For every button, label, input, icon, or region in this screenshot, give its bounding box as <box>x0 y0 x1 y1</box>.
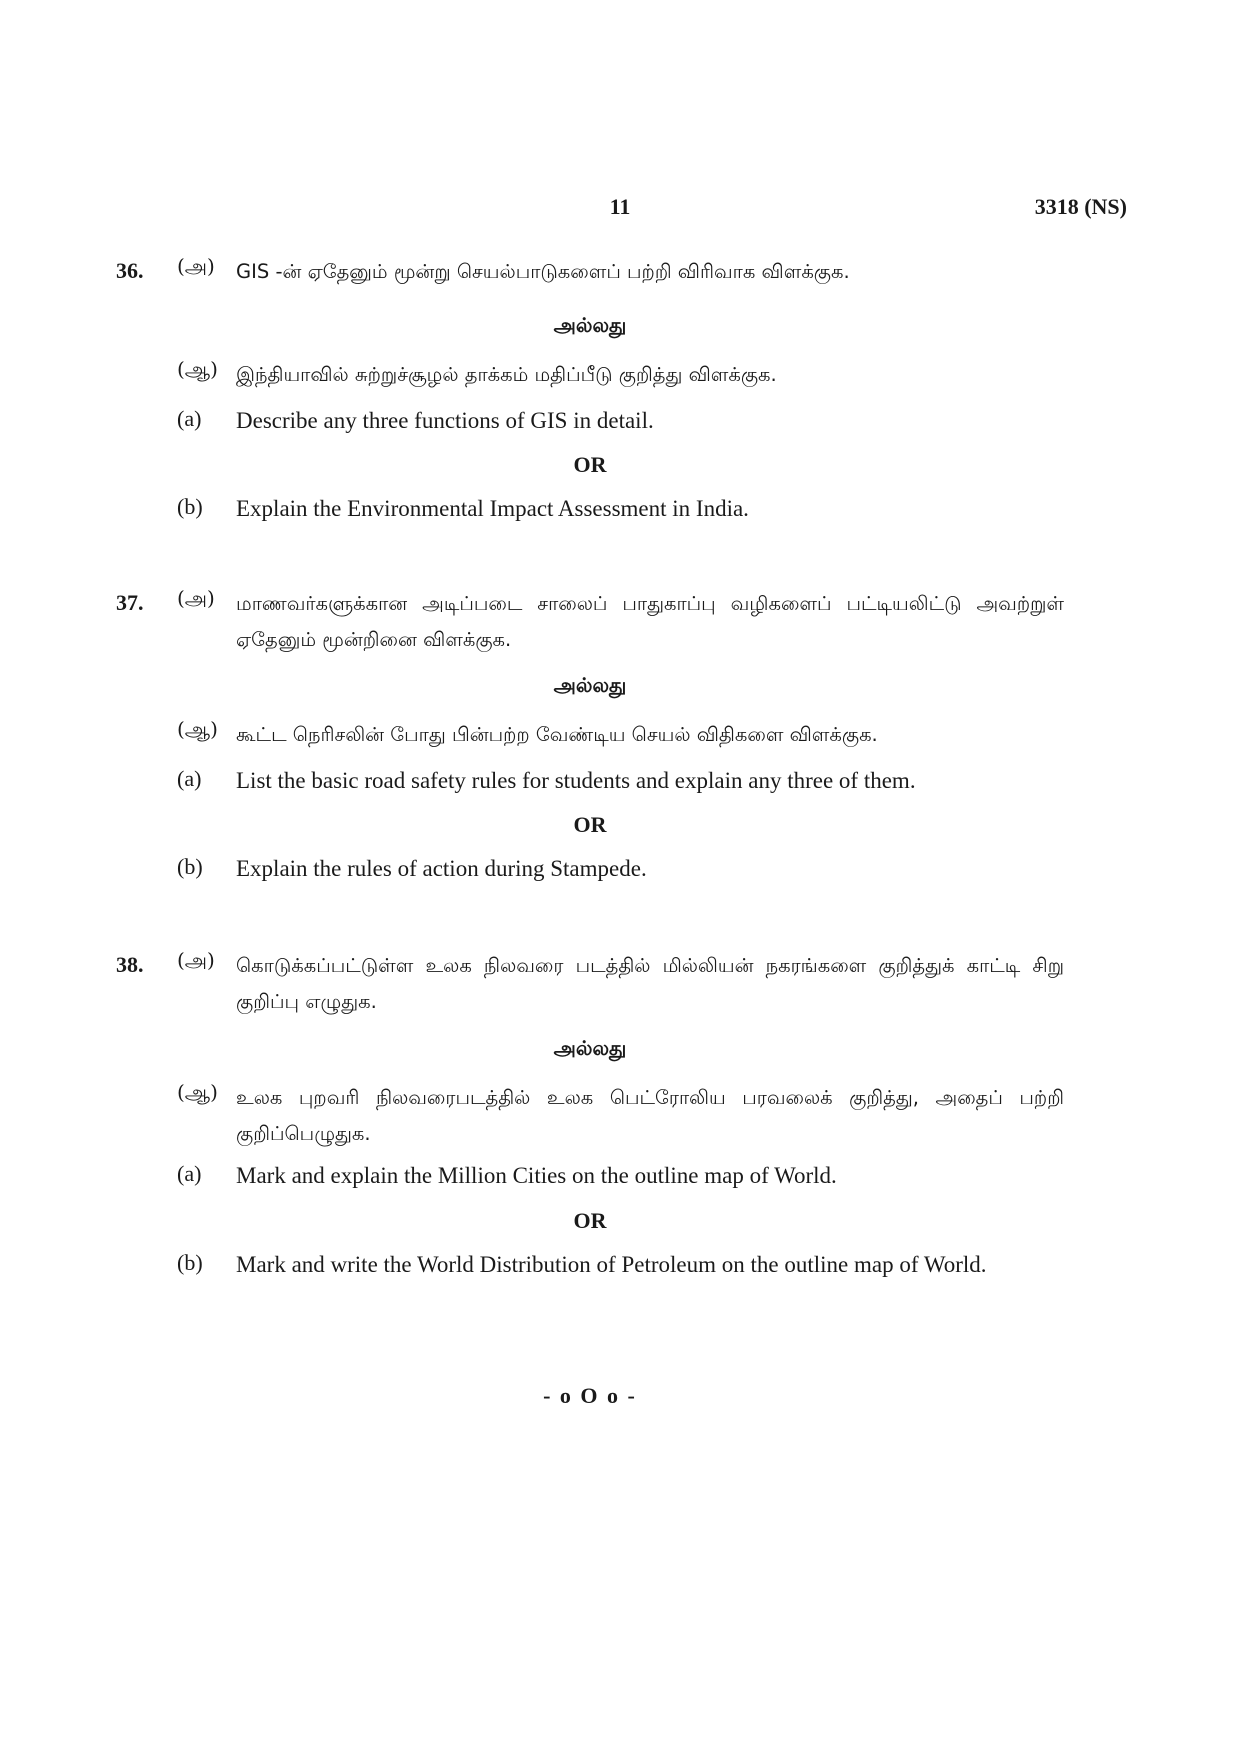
english-or-divider: OR <box>573 812 607 837</box>
english-or-divider: OR <box>573 452 607 477</box>
option-marker: (a) <box>177 1161 202 1186</box>
option-marker: (a) <box>177 406 202 431</box>
option-text: List the basic road safety rules for students and explain any three of them. <box>236 768 916 793</box>
option-marker: (ஆ) <box>177 357 218 381</box>
option-text: இந்தியாவில் சுற்றுச்சூழல் தாக்கம் மதிப்பீடு குறித்து விளக்குக. <box>236 363 777 386</box>
option-text: Mark and write the World Distribution of Petroleum on the outline map of World. <box>236 1252 987 1277</box>
option-text: உலக புறவரி நிலவரைபடத்தில் உலக பெட்ரோலிய பரவலைக் குறித்து, அதைப் பற்றி குறிப்பெழுதுக. <box>236 1086 1064 1145</box>
paper-code: 3318 (NS) <box>1034 194 1127 219</box>
option-marker: (ஆ) <box>177 717 218 741</box>
option-marker: (அ) <box>177 948 215 972</box>
option-text: கூட்ட நெரிசலின் போது பின்பற்ற வேண்டிய செயல் விதிகளை விளக்குக. <box>236 723 878 746</box>
option-text: Describe any three functions of GIS in detail. <box>236 408 654 433</box>
page-number: 11 <box>609 194 631 219</box>
option-text: Explain the rules of action during Stampede. <box>236 856 647 881</box>
option-marker: (b) <box>177 1250 203 1275</box>
option-text: Mark and explain the Million Cities on the outline map of World. <box>236 1163 837 1188</box>
english-or-divider: OR <box>573 1208 607 1233</box>
question-number: 38. <box>116 952 144 977</box>
tamil-or-divider: அல்லது <box>553 673 627 697</box>
option-marker: (b) <box>177 854 203 879</box>
tamil-or-divider: அல்லது <box>553 1036 627 1060</box>
question-number: 36. <box>116 258 144 283</box>
option-marker: (b) <box>177 494 203 519</box>
option-text: GIS -ன் ஏதேனும் மூன்று செயல்பாடுகளைப் பற்றி விரிவாக விளக்குக. <box>236 260 850 283</box>
end-of-paper-mark: - o O o - <box>543 1383 637 1408</box>
question-number: 37. <box>116 590 144 615</box>
option-text: Explain the Environmental Impact Assessment in India. <box>236 496 749 521</box>
tamil-or-divider: அல்லது <box>553 313 627 337</box>
option-marker: (அ) <box>177 254 215 278</box>
option-marker: (a) <box>177 766 202 791</box>
option-marker: (ஆ) <box>177 1080 218 1104</box>
option-marker: (அ) <box>177 586 215 610</box>
option-text: கொடுக்கப்பட்டுள்ள உலக நிலவரை படத்தில் மில்லியன் நகரங்களை குறித்துக் காட்டி சிறு குறிப்பு எழுதுக. <box>236 954 1064 1013</box>
option-text: மாணவர்களுக்கான அடிப்படை சாலைப் பாதுகாப்பு வழிகளைப் பட்டியலிட்டு அவற்றுள் ஏதேனும் மூன்றினை விளக்குக. <box>236 592 1064 651</box>
